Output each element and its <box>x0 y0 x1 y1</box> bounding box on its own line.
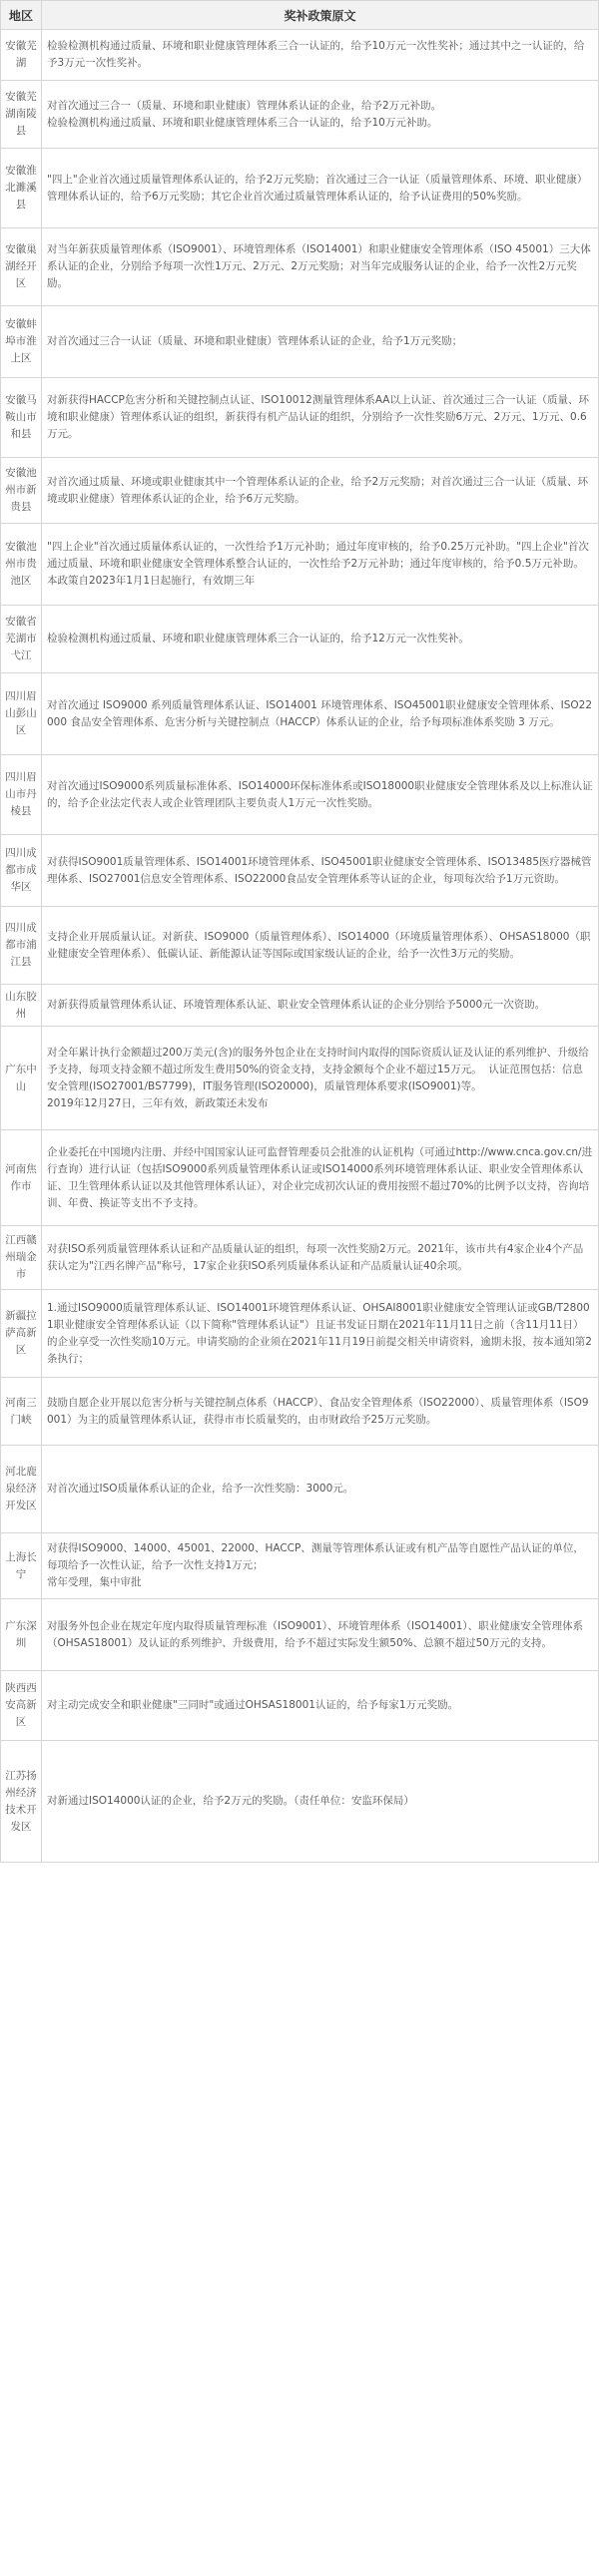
region-name: 广东中山 <box>5 1063 37 1092</box>
policy-cell <box>42 524 599 606</box>
table-row <box>1 81 599 149</box>
region-name: 安徽蚌埠市淮上区 <box>5 318 37 364</box>
policy-text: 对首次通过三合一认证（质量、环境和职业健康）管理体系认证的企业，给予1万元奖励； <box>47 335 463 347</box>
policy-cell <box>42 835 599 907</box>
policy-text: 对首次通过质量、环境或职业健康其中一个管理体系认证的企业，给予2万元奖励；对首次通过三合一认证（质量、环境或职业健康）管理体系认证的企业，给予6万元奖励。 <box>47 475 589 505</box>
table-row <box>1 30 599 81</box>
region-name: 安徽马鞍山市和县 <box>5 394 37 440</box>
policy-text: 对新获得HACCP危害分析和关键控制点认证、ISO10012测量管理体系AA以上认证、首次通过三合一认证（质量、环境和职业健康）管理体系认证的组织，新获得有机产品认证的组织，分别给予一次性奖励6万元、2万元、1万元、0.6万元。 <box>47 394 589 440</box>
region-cell <box>1 458 42 524</box>
region-cell <box>1 228 42 306</box>
table-row <box>1 1378 599 1446</box>
region-cell <box>1 524 42 606</box>
region-cell <box>1 907 42 985</box>
policy-text: 对新获得质量管理体系认证、环境管理体系认证、职业安全管理体系认证的企业分别给予5000元一次资助。 <box>47 999 546 1011</box>
policy-text: 对首次通过ISO质量体系认证的企业，给予一次性奖励：3000元。 <box>47 1483 354 1495</box>
region-name: 山东胶州 <box>5 990 37 1020</box>
table-row <box>1 306 599 378</box>
policy-cell <box>42 1446 599 1533</box>
table-row <box>1 1027 599 1130</box>
table-row <box>1 1130 599 1226</box>
region-name: 安徽池州市贵池区 <box>5 541 37 587</box>
policy-cell <box>42 1741 599 1863</box>
policy-text: 对首次通过ISO9000系列质量标准体系、ISO14000环保标准体系或ISO18000职业健康安全管理体系及以上标准认证的，给予企业法定代表人或企业管理团队主要负责人1万元一次性奖励。 <box>47 779 593 809</box>
table-row <box>1 1533 599 1599</box>
policy-text: 对服务外包企业在规定年度内取得质量管理标准（ISO9001）、环境管理体系（ISO14001）、职业健康安全管理体系（OHSAS18001）及认证的系列维护、升级费用，给予不超过实际发生额50%、总额不超过50万元的支持。 <box>47 1619 584 1649</box>
table-row <box>1 458 599 524</box>
policy-text: 支持企业开展质量认证。对新获、ISO9000（质量管理体系）、ISO14000（环境质量管理体系）、OHSAS18000（职业健康安全管理体系）、低碳认证、新能源认证等国际或国家级认证的企业，给予一次性3万元的奖励。 <box>47 930 591 960</box>
region-cell <box>1 1446 42 1533</box>
region-name: 安徽芜湖 <box>5 40 37 69</box>
policy-cell <box>42 228 599 306</box>
region-name: 四川眉山彭山区 <box>5 690 37 736</box>
policy-text: 对新通过ISO14000认证的企业，给予2万元的奖励。（责任单位：安监环保局） <box>47 1795 414 1807</box>
table-row <box>1 755 599 835</box>
policy-text: 鼓励自愿企业开展以危害分析与关键控制点体系（HACCP）、食品安全管理体系（ISO22000）、质量管理体系（ISO9001）为主的质量管理体系认证，获得市市长质量奖的，由市财政给予25万元奖励。 <box>47 1396 589 1426</box>
policy-cell <box>42 81 599 149</box>
table-row <box>1 907 599 985</box>
region-cell <box>1 1741 42 1863</box>
policy-text: 1.通过ISO9000质量管理体系认证、ISO14001环境管理体系认证、OHSAI8001职业健康安全管理认证或GB/T28001职业健康安全管理体系认证（以下简称"管理体系认证"）且证书发证日期在2021年11月11日之前（含11月11日）的企业享受一次性奖励10万元。申请奖励的企业须在2021年11月19日前提交相关申请资料，逾期未报，按本通知第2条执行； <box>47 1301 592 1365</box>
region-name: 四川眉山市丹棱县 <box>5 771 37 817</box>
policy-cell <box>42 306 599 378</box>
region-name: 安徽淮北濉溪县 <box>5 165 37 211</box>
region-name: 安徽省芜湖市弋江 <box>5 616 37 661</box>
table-row <box>1 1599 599 1671</box>
policy-text: 对获得ISO9001质量管理体系、ISO14001环境管理体系、ISO45001职业健康安全管理体系、ISO13485医疗器械管理体系、ISO27001信息安全管理体系、ISO22000食品安全管理体系等认证的企业，每项每次给予1万元资助。 <box>47 855 592 885</box>
region-name: 河南焦作市 <box>5 1162 37 1192</box>
region-cell <box>1 985 42 1027</box>
policy-cell <box>42 673 599 755</box>
region-name: 安徽巢湖经开区 <box>5 243 37 289</box>
policy-text: 企业委托在中国境内注册、并经中国国家认证可监督管理委员会批准的认证机构（可通过http://www.cnca.gov.cn/进行查询）进行认证（包括ISO9000系列质量管理体系认证或ISO14000系列环境管理体系认证、职业安全管理体系认证、卫生管理体系认证以及其他管理体系认证），对企业完成初次认证的费用按照不超过70%的比例予以支持，咨询培训、年费、换证等支出不予支持。 <box>47 1145 593 1209</box>
table-body <box>1 30 599 1863</box>
region-cell <box>1 1599 42 1671</box>
table-header-row <box>1 1 599 30</box>
region-name: 新疆拉萨高新区 <box>5 1310 37 1356</box>
policy-cell <box>42 1533 599 1599</box>
policy-cell <box>42 458 599 524</box>
region-cell <box>1 149 42 228</box>
table-row <box>1 673 599 755</box>
policy-cell <box>42 1599 599 1671</box>
region-name: 四川成都市浦江县 <box>5 922 37 968</box>
table-row <box>1 606 599 673</box>
policy-text: 对主动完成安全和职业健康"三同时"或通过OHSAS18001认证的，给予每家1万元奖励。 <box>47 1699 459 1711</box>
policy-text: 对首次通过三合一（质量、环境和职业健康）管理体系认证的企业，给予2万元补助。 检验检测机构通过质量、环境和职业健康管理体系三合一认证的，给予10万元补助。 <box>47 99 442 129</box>
region-cell <box>1 1290 42 1378</box>
policy-text: 检验检测机构通过质量、环境和职业健康管理体系三合一认证的，给予10万元一次性奖补；通过其中之一认证的，给予3万元一次性奖补。 <box>47 40 585 69</box>
policy-cell <box>42 606 599 673</box>
policy-cell <box>42 1130 599 1226</box>
policy-text: 对获ISO系列质量管理体系认证和产品质量认证的组织，每项一次性奖励2万元。2021年，该市共有4家企业4个产品获认定为"江西名牌产品"称号，17家企业获ISO系列质量体系认证和产品质量认证40余项。 <box>47 1242 584 1272</box>
table-row <box>1 1290 599 1378</box>
table-row <box>1 1226 599 1290</box>
region-cell <box>1 81 42 149</box>
policy-text: "四上"企业首次通过质量管理体系认证的，给予2万元奖励；首次通过三合一认证（质量管理体系、环境、职业健康）管理体系认证的，给予6万元奖励；其它企业首次通过质量管理体系认证的，给予认证费用的50%奖励。 <box>47 173 588 203</box>
policy-cell <box>42 30 599 81</box>
region-cell <box>1 1671 42 1741</box>
region-name: 安徽芜湖南陵县 <box>5 91 37 137</box>
table-row <box>1 1446 599 1533</box>
region-cell <box>1 306 42 378</box>
region-name: 河北鹿泉经济开发区 <box>5 1466 37 1511</box>
region-cell <box>1 1130 42 1226</box>
region-name: 四川成都市成华区 <box>5 847 37 893</box>
region-cell <box>1 378 42 458</box>
policy-text: 对获得ISO9000、14000、45001、22000、HACCP、测量等管理体系认证或有机产品等自愿性产品认证的单位，每项给予一次性认证，给予一次性支持1万元； 常年受理，集中审批 <box>47 1542 584 1588</box>
header-policy: 奖补政策原文 <box>42 1 599 30</box>
table-row <box>1 378 599 458</box>
region-cell <box>1 835 42 907</box>
region-name: 河南三门峡 <box>5 1396 37 1426</box>
table-row <box>1 835 599 907</box>
region-name: 江苏扬州经济技术开发区 <box>5 1769 37 1833</box>
policy-cell <box>42 1226 599 1290</box>
region-name: 广东深圳 <box>5 1619 37 1649</box>
region-name: 陕西西安高新区 <box>5 1682 37 1728</box>
policy-cell <box>42 1378 599 1446</box>
policy-text: "四上企业"首次通过质量体系认证的，一次性给予1万元补助；通过年度审核的，给予0.25万元补助。"四上企业"首次通过质量、环境和职业健康安全管理体系整合认证的，一次性给予2万元补助；通过年度审核的，给予0.5万元补助。 本政策自2023年1月1日起施行，有效期三年 <box>47 541 589 587</box>
policy-cell <box>42 1027 599 1130</box>
policy-text: 对当年新获质量管理体系（ISO9001）、环境管理体系（ISO14001）和职业健康安全管理体系（ISO 45001）三大体系认证的企业，分别给予每项一次性1万元、2万元、2万元奖励；对当年完成服务认证的企业，给予一次性2万元奖励。 <box>47 243 591 289</box>
policy-cell <box>42 1290 599 1378</box>
policy-cell <box>42 149 599 228</box>
table-row <box>1 149 599 228</box>
policy-cell <box>42 378 599 458</box>
region-cell <box>1 606 42 673</box>
policy-cell <box>42 985 599 1027</box>
table-row <box>1 1741 599 1863</box>
policy-cell <box>42 907 599 985</box>
table-row <box>1 985 599 1027</box>
region-cell <box>1 1226 42 1290</box>
policy-text: 对首次通过 ISO9000 系列质量管理体系认证、ISO14001 环境管理体系、ISO45001职业健康安全管理体系、ISO22000 食品安全管理体系、危害分析与关键控制点（HACCP）体系认证的企业，给予每项标准体系奖励 3 万元。 <box>47 698 593 728</box>
policy-text: 对全年累计执行金额超过200万美元(含)的服务外包企业在支持时间内取得的国际资质认证及认证的系列维护、升级给予支持，每项支持金额不超过所发生费用50%的资金支持，支持金额每个企业不超过15万元。 认证范围包括：信息安全管理(ISO27001/BS7799)，IT服务管理(ISO20000)，质量管理体系要求(ISO9001)等。 2019年12月27日，三年有效，新政策还未发布 <box>47 1046 589 1109</box>
region-cell <box>1 1533 42 1599</box>
header-region: 地区 <box>1 1 42 30</box>
table-row <box>1 1671 599 1741</box>
region-name: 安徽池州市新贵县 <box>5 467 37 513</box>
policy-cell <box>42 1671 599 1741</box>
policy-cell <box>42 755 599 835</box>
region-cell <box>1 755 42 835</box>
region-name: 上海长宁 <box>5 1550 37 1580</box>
policy-text: 检验检测机构通过质量、环境和职业健康管理体系三合一认证的，给予12万元一次性奖补。 <box>47 633 469 644</box>
table-row <box>1 228 599 306</box>
table-row <box>1 524 599 606</box>
region-cell <box>1 1378 42 1446</box>
region-name: 江西赣州瑞金市 <box>5 1234 37 1280</box>
region-cell <box>1 673 42 755</box>
region-cell <box>1 30 42 81</box>
region-cell <box>1 1027 42 1130</box>
